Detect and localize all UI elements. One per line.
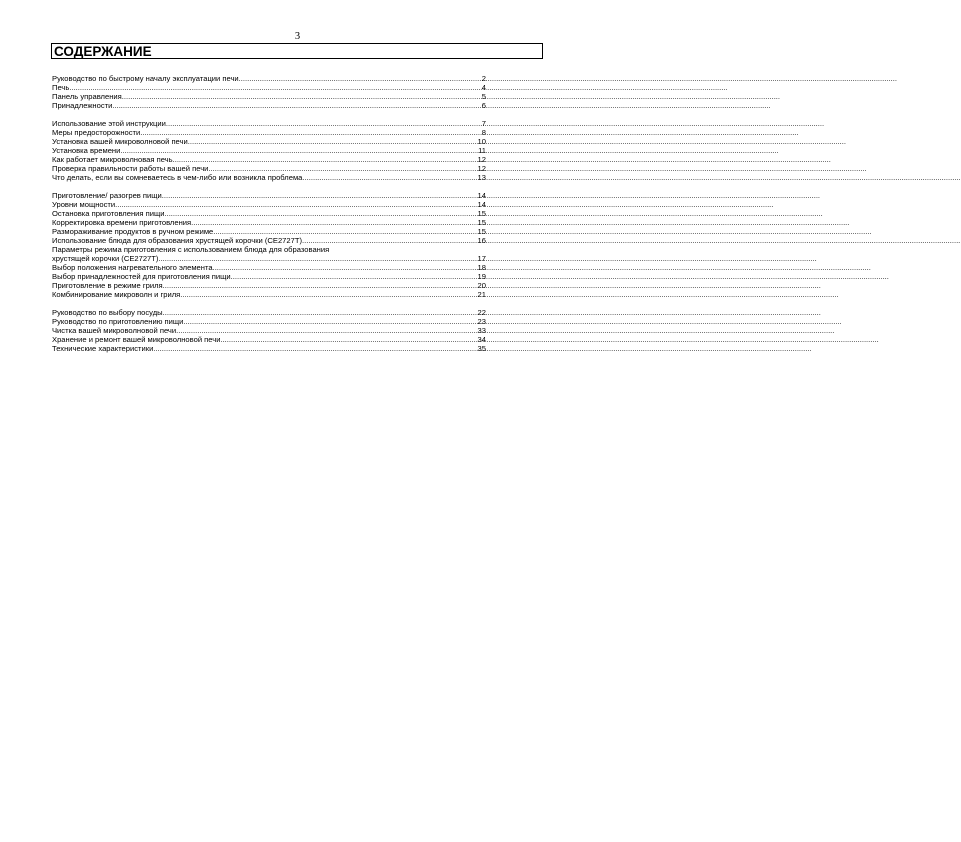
toc-entry-title: Руководство по выбору посуды — [52, 308, 163, 317]
toc-entry[interactable] — [52, 164, 486, 173]
toc-entry[interactable] — [52, 281, 486, 290]
toc-entry[interactable] — [52, 146, 486, 155]
toc-entry-page: 7 — [481, 119, 486, 128]
toc-entry-page: 34 — [477, 335, 486, 344]
toc-entry-title: Хранение и ремонт вашей микроволновой печи — [52, 335, 221, 344]
toc-entry-page: 20 — [477, 281, 486, 290]
toc-dot-leader — [162, 191, 477, 200]
toc-dot-leader — [220, 335, 476, 344]
toc-dot-leader — [153, 344, 476, 353]
toc-group — [52, 119, 486, 182]
toc-dot-leader — [176, 326, 476, 335]
toc-entry-page: 12 — [477, 164, 486, 173]
toc-entry-title: Меры предосторожности — [52, 128, 141, 137]
toc-entry[interactable] — [52, 200, 486, 209]
toc-dot-leader — [188, 137, 477, 146]
toc-entry[interactable] — [52, 83, 486, 92]
toc-entry-title: Приготовление в режиме гриля — [52, 281, 163, 290]
toc-dot-leader — [213, 227, 476, 236]
toc-entry-title: хрустящей корочки (CE2727T) — [52, 254, 159, 263]
toc-entry-page: 11 — [478, 146, 486, 155]
table-of-contents — [52, 74, 486, 362]
toc-entry[interactable] — [52, 173, 486, 182]
toc-entry-title: Выбор положения нагревательного элемента — [52, 263, 213, 272]
toc-entry[interactable] — [52, 335, 486, 344]
toc-entry-page: 6 — [481, 101, 486, 110]
toc-entry[interactable] — [52, 191, 486, 200]
toc-entry-title: Использование блюда для образования хрустящей корочки (CE2727T) — [52, 236, 303, 245]
toc-dot-leader — [208, 164, 476, 173]
toc-dot-leader — [120, 146, 477, 155]
toc-entry-page: 21 — [477, 290, 486, 299]
toc-entry-page: 15 — [477, 209, 486, 218]
toc-dot-leader — [140, 128, 481, 137]
toc-entry-page: 2 — [481, 74, 486, 83]
toc-entry-page: 14 — [477, 191, 486, 200]
toc-entry[interactable] — [52, 245, 486, 254]
toc-entry-page: 13 — [477, 173, 486, 182]
toc-entry[interactable] — [52, 326, 486, 335]
toc-entry-page: 19 — [477, 272, 486, 281]
toc-entry[interactable] — [52, 308, 486, 317]
toc-dot-leader — [239, 74, 481, 83]
toc-dot-leader — [173, 155, 477, 164]
toc-entry-page: 15 — [477, 218, 486, 227]
toc-entry[interactable] — [52, 92, 486, 101]
toc-entry-page: 35 — [477, 344, 486, 353]
toc-dot-leader — [163, 281, 477, 290]
toc-entry-title: Технические характеристики — [52, 344, 154, 353]
toc-dot-leader — [115, 200, 476, 209]
toc-entry-title: Печь — [52, 83, 70, 92]
toc-dot-leader — [112, 101, 480, 110]
toc-entry-title: Приготовление/ разогрев пищи — [52, 191, 162, 200]
toc-group — [52, 308, 486, 353]
toc-entry-title: Принадлежности — [52, 101, 113, 110]
toc-entry-title: Корректировка времени приготовления — [52, 218, 192, 227]
heading-box — [51, 43, 543, 59]
toc-entry-page: 12 — [477, 155, 486, 164]
toc-entry-title: Использование этой инструкции — [52, 119, 166, 128]
toc-entry-page: 14 — [477, 200, 486, 209]
toc-entry-title: Комбинирование микроволн и гриля — [52, 290, 181, 299]
toc-entry[interactable] — [52, 74, 486, 83]
toc-entry-page: 23 — [477, 317, 486, 326]
toc-entry-title: Выбор принадлежностей для приготовления пищи — [52, 272, 231, 281]
toc-group — [52, 191, 486, 299]
toc-dot-leader — [122, 92, 481, 101]
page-title: СОДЕРЖАНИЕ — [54, 44, 152, 59]
toc-entry[interactable] — [52, 263, 486, 272]
toc-entry[interactable] — [52, 137, 486, 146]
toc-entry[interactable] — [52, 128, 486, 137]
toc-entry-title: Руководство по приготовлению пищи — [52, 317, 184, 326]
toc-dot-leader — [191, 218, 476, 227]
toc-dot-leader — [166, 119, 481, 128]
toc-dot-leader — [302, 236, 477, 245]
toc-dot-leader — [213, 263, 477, 272]
toc-entry[interactable] — [52, 290, 486, 299]
toc-entry-page: 16 — [477, 236, 486, 245]
toc-entry-title: Остановка приготовления пищи — [52, 209, 165, 218]
toc-dot-leader — [164, 209, 476, 218]
toc-entry-title: Проверка правильности работы вашей печи — [52, 164, 209, 173]
toc-dot-leader — [163, 308, 477, 317]
toc-entry-title: Как работает микроволновая печь — [52, 155, 173, 164]
toc-entry[interactable] — [52, 119, 486, 128]
toc-entry[interactable] — [52, 236, 486, 245]
toc-entry[interactable] — [52, 209, 486, 218]
toc-dot-leader — [302, 173, 476, 182]
toc-dot-leader — [183, 317, 476, 326]
toc-entry-page: 15 — [477, 227, 486, 236]
toc-entry[interactable] — [52, 317, 486, 326]
toc-entry-title: Установка времени — [52, 146, 121, 155]
toc-entry[interactable] — [52, 344, 486, 353]
toc-entry-title: Чистка вашей микроволновой печи — [52, 326, 177, 335]
toc-dot-leader — [231, 272, 477, 281]
toc-entry[interactable] — [52, 227, 486, 236]
toc-entry-title: Размораживание продуктов в ручном режиме — [52, 227, 214, 236]
toc-entry[interactable] — [52, 101, 486, 110]
toc-entry-title: Руководство по быстрому началу эксплуатации печи — [52, 74, 239, 83]
toc-entry-page: 18 — [477, 263, 486, 272]
toc-dot-leader — [69, 83, 480, 92]
toc-entry-title: Панель управления — [52, 92, 122, 101]
toc-entry[interactable] — [52, 155, 486, 164]
toc-entry-page: 22 — [477, 308, 486, 317]
toc-entry[interactable] — [52, 254, 486, 263]
toc-entry-title: Установка вашей микроволновой печи — [52, 137, 188, 146]
page-number: 3 — [294, 31, 301, 42]
toc-entry-page: 8 — [481, 128, 486, 137]
toc-entry-page: 5 — [481, 92, 486, 101]
toc-entry-title: Уровни мощности — [52, 200, 116, 209]
toc-entry[interactable] — [52, 218, 486, 227]
toc-dot-leader — [158, 254, 476, 263]
toc-entry[interactable] — [52, 272, 486, 281]
toc-entry-title: Параметры режима приготовления с использованием блюда для образования — [52, 245, 330, 254]
toc-entry-page: 17 — [477, 254, 486, 263]
toc-entry-title: Что делать, если вы сомневаетесь в чем-либо или возникла проблема — [52, 173, 303, 182]
toc-group — [52, 74, 486, 110]
toc-dot-leader — [180, 290, 476, 299]
toc-entry-page: 4 — [481, 83, 486, 92]
toc-entry-page: 10 — [477, 137, 486, 146]
toc-entry-page: 33 — [477, 326, 486, 335]
